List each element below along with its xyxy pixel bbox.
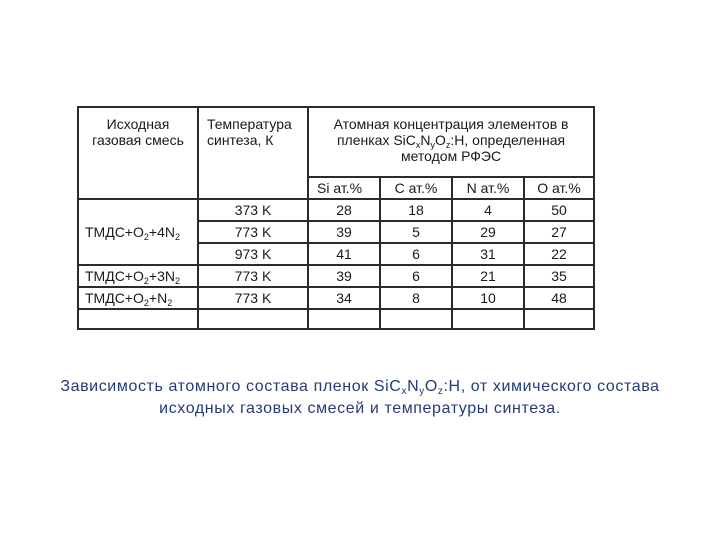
header-concentration-text2: :H, определенная методом РФЭС [400, 132, 566, 164]
empty-cell [198, 309, 308, 329]
n-cell: 31 [452, 243, 524, 265]
mixture-text: ТМДС+O [85, 268, 144, 284]
caption-sub-x: x [401, 386, 408, 397]
header-temperature: Температура синтеза, К [198, 107, 308, 199]
mixture-sub: 2 [167, 298, 173, 308]
table-row [78, 287, 594, 309]
temperature-cell: 973 K [198, 243, 308, 265]
empty-cell [78, 309, 198, 329]
header-c: C ат.% [380, 177, 452, 199]
mixture-sub: 2 [174, 276, 180, 286]
si-cell: 41 [308, 243, 380, 265]
o-cell: 35 [524, 265, 594, 287]
mixture-sub: 2 [143, 276, 149, 286]
figure-caption [40, 376, 680, 420]
c-cell: 5 [380, 221, 452, 243]
table-row [78, 265, 594, 287]
si-cell: 39 [308, 265, 380, 287]
mixture-sub: 2 [143, 232, 149, 242]
header-n-col: N ат.% [452, 177, 524, 199]
n-cell: 4 [452, 199, 524, 221]
mixture-text: +3N [148, 268, 175, 284]
composition-table [77, 106, 595, 330]
caption-sub-y: y [419, 386, 425, 397]
header-o: O [435, 132, 446, 148]
mixture-text: ТМДС+O [85, 290, 144, 306]
header-si: Si ат.% [308, 177, 380, 199]
empty-cell [452, 309, 524, 329]
empty-cell [524, 309, 594, 329]
temperature-cell: 373 K [198, 199, 308, 221]
empty-cell [308, 309, 380, 329]
c-cell: 8 [380, 287, 452, 309]
caption-text2: :H, от химического состава исходных газовых смесей и температуры синтеза. [159, 378, 660, 417]
mixture-cell [78, 265, 198, 287]
c-cell: 6 [380, 265, 452, 287]
header-sub-y: y [430, 140, 436, 150]
header-o-col: O ат.% [524, 177, 594, 199]
si-cell: 39 [308, 221, 380, 243]
header-sub-x: x [415, 140, 421, 150]
o-cell: 27 [524, 221, 594, 243]
mixture-text: ТМДС+O [85, 224, 144, 240]
empty-row [78, 309, 594, 329]
o-cell: 22 [524, 243, 594, 265]
si-cell: 34 [308, 287, 380, 309]
header-concentration-text1: Атомная концентрация элементов в пленках SiC [333, 116, 569, 148]
temperature-cell: 773 K [198, 221, 308, 243]
temperature-cell: 773 K [198, 287, 308, 309]
header-mixture: Исходная газовая смесь [78, 107, 198, 199]
empty-cell [380, 309, 452, 329]
header-n: N [420, 132, 431, 148]
composition-table-container [77, 106, 593, 328]
n-cell: 21 [452, 265, 524, 287]
c-cell: 6 [380, 243, 452, 265]
caption-sub-z: z [437, 386, 444, 397]
header-row-1 [78, 107, 594, 177]
caption-text1: Зависимость атомного состава пленок SiC [60, 378, 402, 395]
o-cell: 50 [524, 199, 594, 221]
o-cell: 48 [524, 287, 594, 309]
temperature-cell: 773 K [198, 265, 308, 287]
header-concentration [308, 107, 594, 177]
n-cell: 29 [452, 221, 524, 243]
mixture-text: +4N [148, 224, 175, 240]
mixture-sub: 2 [143, 298, 149, 308]
caption-n: N [407, 378, 420, 395]
si-cell: 28 [308, 199, 380, 221]
c-cell: 18 [380, 199, 452, 221]
header-sub-z: z [445, 140, 451, 150]
mixture-cell [78, 199, 198, 265]
caption-o: O [424, 378, 438, 395]
table-row [78, 199, 594, 221]
n-cell: 10 [452, 287, 524, 309]
mixture-sub: 2 [174, 232, 180, 242]
mixture-cell [78, 287, 198, 309]
mixture-text: +N [148, 290, 168, 306]
